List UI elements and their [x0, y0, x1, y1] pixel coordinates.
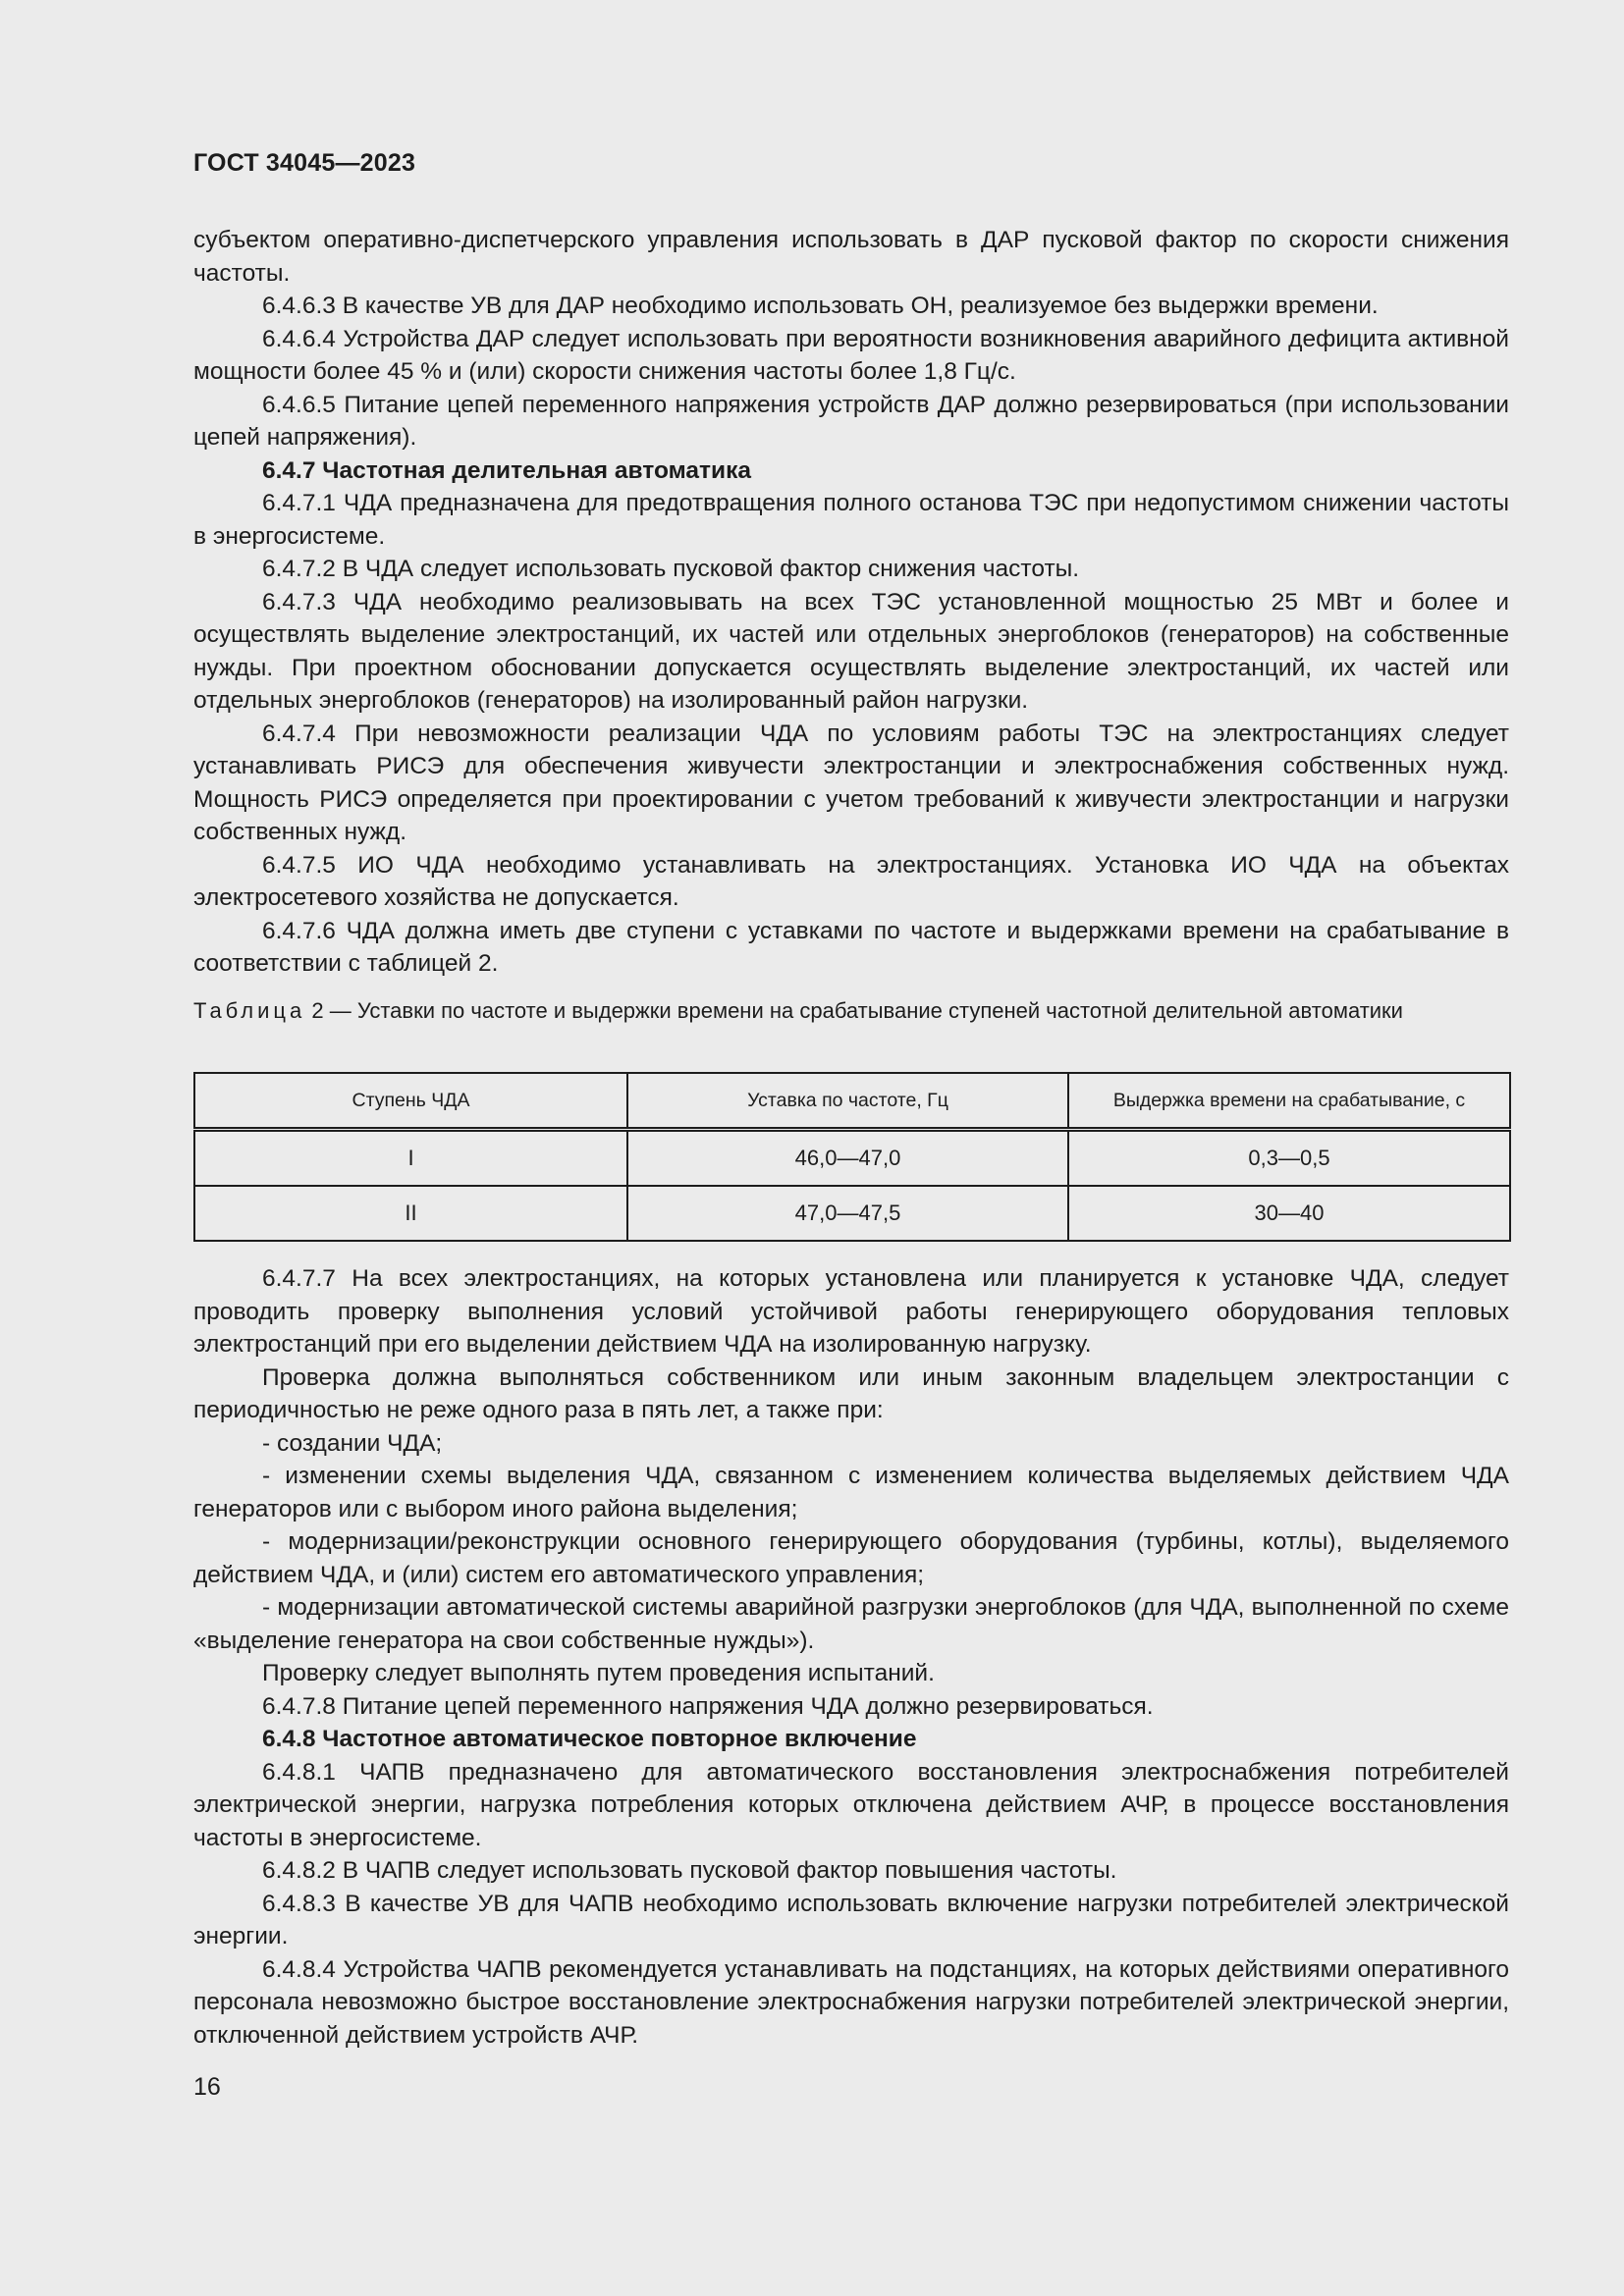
table-cell: 0,3—0,5: [1068, 1130, 1510, 1187]
table-cell: I: [194, 1130, 627, 1187]
settings-table: [193, 1072, 1511, 1242]
paragraph: 6.4.8.4 Устройства ЧАПВ рекомендуется устанавливать на подстанциях, на которых действиями оперативного персонала невозможно быстрое восстановление электроснабжения нагрузки потребителей электрической энергии, отключенной действием устройств АЧР.: [193, 1955, 1509, 2049]
column-header-frequency: Уставка по частоте, Гц: [627, 1073, 1068, 1130]
paragraph: 6.4.7.8 Питание цепей переменного напряжения ЧДА должно резервироваться.: [262, 1692, 1154, 1720]
list-item: - модернизации автоматической системы аварийной разгрузки энергоблоков (для ЧДА, выполненной по схеме «выделение генератора на свои собственные нужды»).: [193, 1594, 1509, 1654]
paragraph: 6.4.7.5 ИО ЧДА необходимо устанавливать на электростанциях. Установка ИО ЧДА на объектах электросетевого хозяйства не допускается.: [193, 851, 1509, 911]
paragraph: 6.4.7.4 При невозможности реализации ЧДА по условиям работы ТЭС на электростанциях следует устанавливать РИСЭ для обеспечения живучести электростанции и электроснабжения собственных нужд. Мощность РИСЭ определяется при проектировании с учетом требований к живучести электростанции и нагрузки собственных нужд.: [193, 720, 1509, 845]
table-caption: [193, 997, 1509, 1025]
table-caption-text: 2 — Уставки по частоте и выдержки времени на срабатывание ступеней частотной делительной автоматики: [305, 998, 1403, 1023]
paragraph: 6.4.7.2 В ЧДА следует использовать пусковой фактор снижения частоты.: [262, 556, 1080, 582]
paragraph: 6.4.6.3 В качестве УВ для ДАР необходимо использовать ОН, реализуемое без выдержки времени.: [262, 293, 1379, 319]
table-cell: II: [194, 1186, 627, 1241]
paragraph: 6.4.7.6 ЧДА должна иметь две ступени с уставками по частоте и выдержками времени на срабатывание в соответствии с таблицей 2.: [193, 917, 1509, 977]
paragraph: субъектом оперативно-диспетчерского управления использовать в ДАР пусковой фактор по скорости снижения частоты.: [193, 227, 1509, 287]
section-heading: 6.4.8 Частотное автоматическое повторное включение: [262, 1726, 917, 1752]
text-block-1: [193, 224, 1509, 981]
paragraph: 6.4.8.2 В ЧАПВ следует использовать пусковой фактор повышения частоты.: [262, 1857, 1117, 1884]
paragraph: 6.4.7.3 ЧДА необходимо реализовывать на всех ТЭС установленной мощностью 25 МВт и более и осуществлять выделение электростанций, их частей или отдельных энергоблоков (генераторов) на собственные нужды. При проектном обосновании допускается осуществлять выделение электростанций, их частей или отдельных энергоблоков (генераторов) на изолированный район нагрузки.: [193, 588, 1509, 714]
list-item: - модернизации/реконструкции основного генерирующего оборудования (турбины, котлы), выделяемого действием ЧДА, и (или) систем его автоматического управления;: [193, 1528, 1509, 1588]
paragraph: 6.4.7.1 ЧДА предназначена для предотвращения полного останова ТЭС при недопустимом снижении частоты в энергосистеме.: [193, 490, 1509, 550]
column-header-stage: Ступень ЧДА: [194, 1073, 627, 1130]
paragraph: 6.4.6.5 Питание цепей переменного напряжения устройств ДАР должно резервироваться (при использовании цепей напряжения).: [193, 391, 1509, 451]
document-header: ГОСТ 34045—2023: [193, 149, 416, 177]
table-caption-label: Таблица: [193, 998, 306, 1023]
table-row: [194, 1130, 1510, 1187]
paragraph: 6.4.8.3 В качестве УВ для ЧАПВ необходимо использовать включение нагрузки потребителей электрической энергии.: [193, 1890, 1509, 1949]
table-row: [194, 1186, 1510, 1241]
paragraph: Проверка должна выполняться собственником или иным законным владельцем электростанции с периодичностью не реже одного раза в пять лет, а также при:: [193, 1363, 1509, 1423]
paragraph: 6.4.8.1 ЧАПВ предназначено для автоматического восстановления электроснабжения потребителей электрической энергии, нагрузка потребления которых отключена действием АЧР, в процессе восстановления частоты в энергосистеме.: [193, 1758, 1509, 1851]
paragraph: 6.4.6.4 Устройства ДАР следует использовать при вероятности возникновения аварийного дефицита активной мощности более 45 % и (или) скорости снижения частоты более 1,8 Гц/с.: [193, 325, 1509, 385]
table-cell: 47,0—47,5: [627, 1186, 1068, 1241]
list-item: - создании ЧДА;: [262, 1429, 443, 1457]
column-header-delay: Выдержка времени на срабатывание, с: [1068, 1073, 1510, 1130]
section-heading: 6.4.7 Частотная делительная автоматика: [262, 456, 751, 484]
paragraph: 6.4.7.7 На всех электростанциях, на которых установлена или планируется к установке ЧДА, следует проводить проверку выполнения условий устойчивой работы генерирующего оборудования тепловых электростанций при его выделении действием ЧДА на изолированную нагрузку.: [193, 1265, 1509, 1358]
page-number: 16: [193, 2073, 221, 2101]
list-item: - изменении схемы выделения ЧДА, связанном с изменением количества выделяемых действием ЧДА генераторов или с выбором иного района выделения;: [193, 1463, 1509, 1522]
text-block-2: [193, 1262, 1509, 2052]
table-cell: 30—40: [1068, 1186, 1510, 1241]
table-header-row: [194, 1073, 1510, 1130]
table-cell: 46,0—47,0: [627, 1130, 1068, 1187]
paragraph: Проверку следует выполнять путем проведения испытаний.: [262, 1660, 935, 1686]
